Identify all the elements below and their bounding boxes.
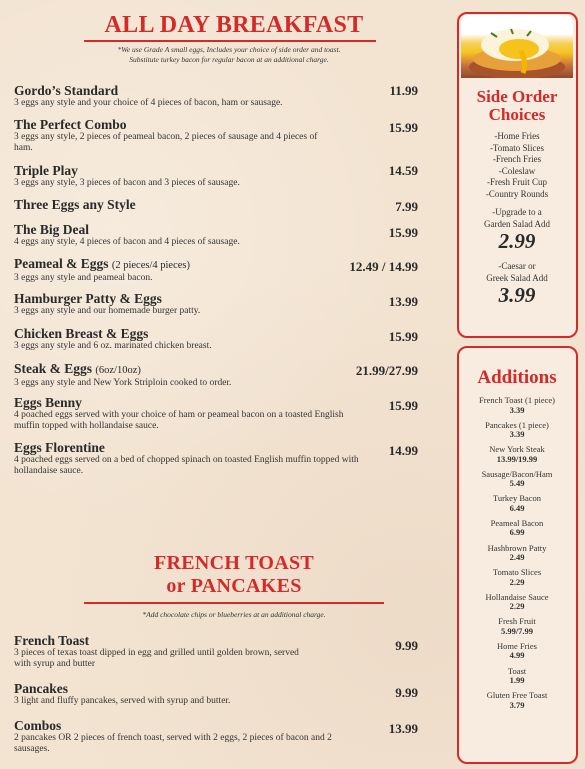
item-price: 15.99: [388, 225, 418, 240]
addition-price: 3.39: [509, 404, 525, 415]
item-name: Hamburger Patty & Eggs: [14, 291, 162, 306]
addition-name: Turkey Bacon: [492, 493, 542, 504]
side-option: -Country Rounds: [485, 188, 549, 199]
side-order-title-line2: Choices: [488, 105, 546, 124]
side-option: -Coleslaw: [498, 165, 536, 176]
french-title-line2: or PANCAKES: [166, 575, 302, 597]
item-price: 13.99: [388, 294, 418, 309]
side-option: -Tomato Slices: [489, 142, 545, 153]
egg-image-icon: [461, 15, 573, 78]
menu-item: [14, 326, 418, 352]
addition-price: 1.99: [509, 675, 525, 686]
item-price: 14.99: [388, 443, 418, 458]
addition-item: [460, 617, 574, 636]
item-price: 21.99/27.99: [355, 363, 418, 378]
additions-content: [460, 368, 574, 716]
side-option: -French Fries: [492, 154, 542, 164]
addition-item: [460, 568, 574, 587]
addition-name: Hollandaise Sauce: [485, 591, 549, 602]
addition-item: [460, 445, 574, 464]
side-order-title-line1: Side Order: [476, 87, 558, 106]
menu-item: [14, 440, 418, 477]
item-desc: 3 eggs any style and your choice of 4 pieces of bacon, ham or sausage.: [14, 98, 283, 108]
item-price: 11.99: [389, 83, 418, 98]
addition-price: 4.99: [509, 650, 525, 661]
menu-item: [14, 291, 418, 317]
addition-price: 5.49: [509, 478, 525, 489]
upgrade-line1: -Upgrade to a: [492, 207, 542, 217]
addition-item: [460, 544, 574, 563]
item-price: 9.99: [395, 638, 418, 653]
side-order-content: [460, 88, 574, 306]
item-price: 15.99: [388, 120, 418, 135]
addition-price: 3.79: [509, 699, 525, 710]
addition-item: [460, 691, 574, 710]
addition-name: Toast: [507, 665, 527, 676]
menu-item: [14, 163, 418, 189]
addition-price: 13.99/19.99: [496, 453, 538, 464]
addition-item: [460, 470, 574, 489]
caesar-line2: Greek Salad Add: [486, 272, 548, 283]
addition-item: [460, 593, 574, 612]
addition-name: Home Fries: [497, 640, 537, 651]
addition-price: 2.29: [509, 601, 525, 612]
item-price: 15.99: [388, 398, 418, 413]
french-title-line1: FRENCH TOAST: [153, 552, 315, 574]
menu-item: [14, 395, 418, 432]
item-name: Chicken Breast & Eggs: [14, 326, 149, 341]
item-name: Gordo’s Standard: [14, 83, 119, 98]
breakfast-title-rule: [84, 40, 376, 42]
menu-item: [14, 222, 418, 248]
menu-item: [14, 256, 418, 284]
menu-item: [14, 633, 418, 670]
menu-item: [14, 681, 418, 707]
addition-name: Peameal Bacon: [490, 517, 544, 528]
item-desc: 4 poached eggs served with your choice of ham or peameal bacon on a toasted English muffin topped with hollandaise sauce.: [14, 410, 344, 431]
item-desc: 3 eggs any style and New York Striploin cooked to order.: [14, 378, 232, 388]
addition-name: Gluten Free Toast: [486, 690, 548, 701]
french-note: *Add chocolate chips or blueberries at an additional charge.: [142, 610, 326, 619]
french-title-rule: [84, 602, 384, 604]
upgrade-garden: [460, 207, 574, 230]
item-name: Three Eggs any Style: [14, 197, 136, 212]
upgrade-caesar: [460, 261, 574, 284]
addition-price: 2.29: [509, 576, 525, 587]
item-desc: 3 light and fluffy pancakes, served with syrup and butter.: [14, 696, 231, 706]
item-desc: 3 eggs any style and peameal bacon.: [14, 273, 153, 283]
item-desc: 3 pieces of texas toast dipped in egg and grilled until golden brown, served with syrup and butter: [14, 648, 299, 669]
item-price: 14.59: [388, 163, 418, 178]
eggs-benny-photo: [461, 15, 573, 78]
addition-price: 6.49: [509, 502, 525, 513]
side-option: -Fresh Fruit Cup: [486, 177, 547, 187]
side-options-list: [460, 131, 574, 200]
addition-name: Sausage/Bacon/Ham: [481, 468, 553, 479]
item-name: French Toast: [14, 633, 90, 648]
item-name-sub: (2 pieces/4 pieces): [111, 260, 190, 271]
item-desc: 4 eggs any style, 4 pieces of bacon and 4 pieces of sausage.: [14, 237, 240, 247]
item-name: The Big Deal: [14, 222, 90, 237]
menu-item: [14, 197, 418, 212]
item-name: Combos: [14, 718, 62, 733]
upgrade-line2: Garden Salad Add: [484, 218, 550, 229]
addition-name: New York Steak: [489, 444, 545, 455]
addition-item: [460, 421, 574, 440]
item-name: Eggs Florentine: [14, 440, 105, 455]
addition-item: [460, 519, 574, 538]
breakfast-title: ALL DAY BREAKFAST: [104, 12, 364, 38]
item-name: Pancakes: [14, 681, 68, 696]
item-desc: 3 eggs any style and 6 oz. marinated chicken breast.: [14, 341, 212, 351]
item-price: 7.99: [395, 199, 418, 214]
item-desc: 3 eggs any style, 3 pieces of bacon and 3 pieces of sausage.: [14, 178, 240, 188]
addition-name: French Toast (1 piece): [479, 395, 555, 405]
breakfast-note-line1: *We use Grade A small eggs, Includes your choice of side order and toast.: [117, 45, 341, 54]
menu-item: [14, 83, 418, 109]
item-name: Eggs Benny: [14, 395, 82, 410]
menu-item: [14, 361, 418, 389]
addition-name: Fresh Fruit: [498, 616, 536, 627]
addition-price: 3.39: [509, 429, 525, 440]
breakfast-note-line2: Substitute turkey bacon for regular bacon at an additional charge.: [129, 55, 329, 64]
addition-item: [460, 642, 574, 661]
caesar-line1: -Caesar or: [498, 261, 536, 271]
addition-item: [460, 667, 574, 686]
item-price: 9.99: [395, 685, 418, 700]
side-option: -Home Fries: [494, 131, 540, 141]
item-price: 15.99: [388, 329, 418, 344]
item-name: Triple Play: [14, 163, 78, 178]
side-order-title: [460, 88, 574, 124]
item-name-text: Peameal & Eggs: [14, 256, 109, 271]
additions-title: Additions: [477, 367, 557, 388]
addition-price: 6.99: [509, 527, 525, 538]
item-name-text: Steak & Eggs: [14, 361, 93, 376]
addition-item: [460, 396, 574, 415]
item-price: 13.99: [388, 721, 418, 736]
french-title: [94, 552, 374, 598]
addition-name: Hashbrown Patty: [487, 542, 547, 553]
item-price: 12.49 / 14.99: [349, 259, 418, 274]
item-desc: 4 poached eggs served on a bed of chopped spinach on toasted English muffin topped with hollandaise sauce.: [14, 455, 359, 476]
item-desc: 3 eggs any style and our homemade burger patty.: [14, 306, 201, 316]
addition-name: Pancakes (1 piece): [485, 419, 549, 430]
menu-item: [14, 117, 418, 154]
item-desc: 3 eggs any style, 2 pieces of peameal bacon, 2 pieces of sausage and 4 pieces of ham.: [14, 132, 318, 153]
addition-price: 2.49: [509, 552, 525, 563]
addition-price: 5.99/7.99: [500, 625, 534, 636]
item-name-sub: (6oz/10oz): [95, 365, 141, 376]
breakfast-note: [54, 45, 404, 65]
menu-item: [14, 718, 418, 755]
item-name: The Perfect Combo: [14, 117, 127, 132]
addition-name: Tomato Slices: [492, 567, 542, 578]
garden-salad-price: 2.99: [498, 229, 536, 253]
item-desc: 2 pancakes OR 2 pieces of french toast, served with 2 eggs, 2 pieces of bacon and 2 sausages.: [14, 733, 332, 754]
caesar-salad-price: 3.99: [498, 283, 536, 307]
addition-item: [460, 494, 574, 513]
